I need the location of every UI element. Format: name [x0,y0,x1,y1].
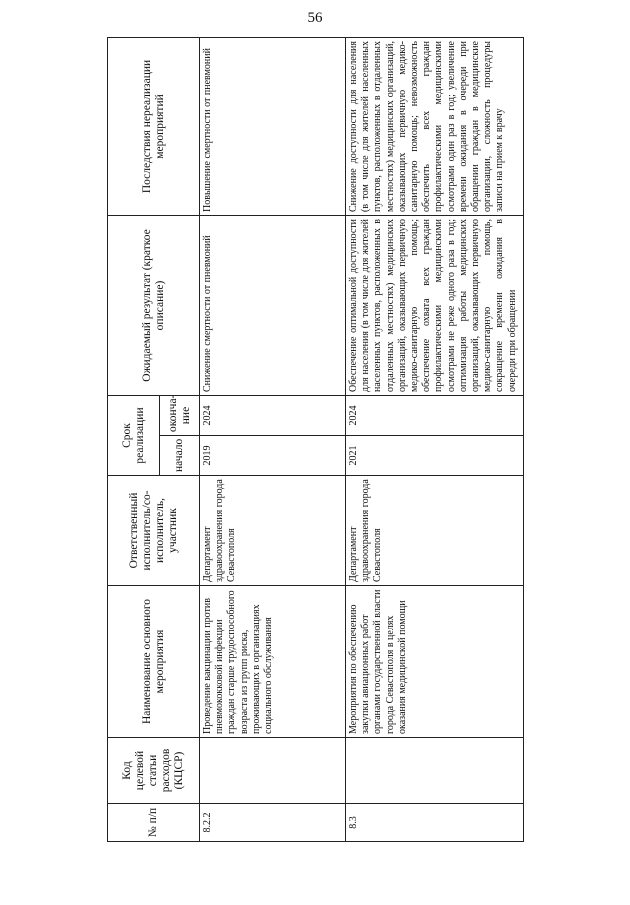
row-start: 2019 [200,436,346,476]
row-num: 8.3 [346,804,524,842]
header-start: начало [160,436,200,476]
row-consequences: Повышение смертности от пневмоний [200,38,346,216]
row-num: 8.2.2 [200,804,346,842]
row-end: 2024 [200,396,346,436]
header-result: Ожидаемый результат (краткое описание) [108,216,200,396]
header-term: Срок реализации [108,396,160,476]
row-kcsr [200,738,346,804]
row-name: Проведение вакцинации против пневмококковой инфекции граждан старше трудоспособного возраста из групп риска, проживающих в организациях социального обслуживания [200,586,346,738]
row-result: Снижение смертности от пневмоний [200,216,346,396]
row-executor: Департамент здравоохранения города Севастополя [346,476,524,586]
row-start: 2021 [346,436,524,476]
header-kcsr: Код целевой статьи расходов (КЦСР) [108,738,200,804]
row-consequences: Снижение доступности для населения (в том числе для жителей населенных пунктов, расположенных в отдаленных местностях) медицинских организаций, оказывающих первичную медико-санитарную помощь; невозможность обеспечить всех граждан профилактическими медицинскими осмотрами один раз в год; увеличение времени ожидания в очереди при обращении граждан в медицинские организации, сложность процедуры записи на прием к врачу [346,38,524,216]
header-name: Наименование основного мероприятия [108,586,200,738]
header-executor: Ответственный исполнитель/со-исполнитель, участник [108,476,200,586]
table-row [346,38,524,842]
row-kcsr [346,738,524,804]
header-end: оконча-ние [160,396,200,436]
row-name: Мероприятия по обеспечению закупки авиационных работ органами государственной власти города Севастополя в целях оказания медицинской помощи [346,586,524,738]
measures-table [107,37,524,842]
row-executor: Департамент здравоохранения города Севастополя [200,476,346,586]
header-num: № п/п [108,804,200,842]
rotated-table-container [107,38,523,842]
row-end: 2024 [346,396,524,436]
row-result: Обеспечение оптимальной доступности для населения (в том числе для жителей населенных пунктов, расположенных в отдаленных местностях) медицинских организаций, оказывающих первичную медико-санитарную помощь; обеспечение охвата всех граждан профилактическими медицинскими осмотрами не реже одного раза в год; оптимизация работы медицинских организаций, оказывающих первичную медико-санитарную помощь, сокращение времени ожидания в очереди при обращении [346,216,524,396]
table-row [200,38,346,842]
page-number: 56 [307,10,323,26]
header-consequences: Последствия нереализации мероприятий [108,38,200,216]
